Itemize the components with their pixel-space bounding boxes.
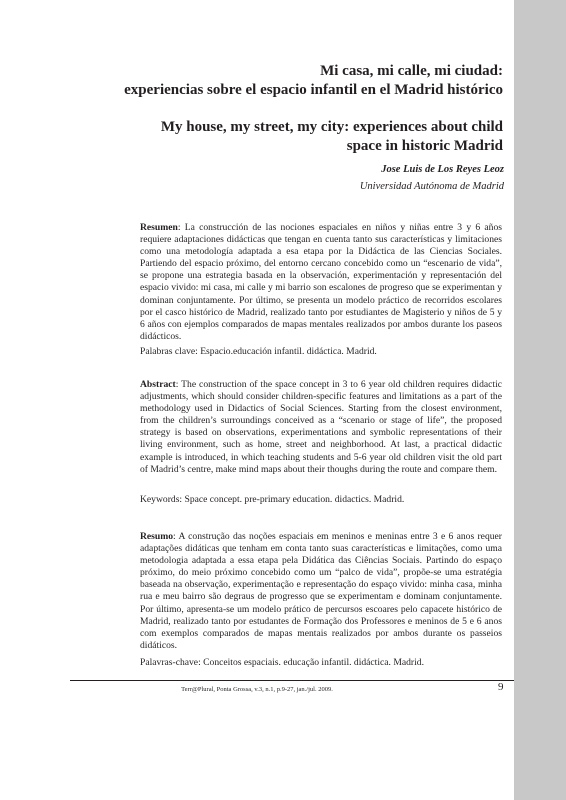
resumo-label: Resumo xyxy=(140,531,174,542)
author-name: Jose Luis de Los Reyes Leoz xyxy=(381,164,504,175)
footer-divider xyxy=(70,680,514,681)
resumen-keywords: Palabras clave: Espacio.educación infantil. didáctica. Madrid. xyxy=(140,346,377,357)
resumen-label: Resumen xyxy=(140,222,178,233)
resumo-keywords: Palavras-chave: Conceitos espaciais. educação infantil. didáctica. Madrid. xyxy=(140,657,424,668)
title-spanish-line-1: Mi casa, mi calle, mi ciudad: xyxy=(320,63,503,79)
article-title xyxy=(95,62,503,156)
abstract-text: : The construction of the space concept in 3 to 6 year old children requires didactic adjustments, which should consider children-specific features and limitations as a part of the methodology used in Didactics of Social Sciences. Starting from the closest environment, from the children’s surroundings conceived as a “scenario or stage of life”, the proposed strategy is based on observations, experimentations and symbolic representations of their living environment, such as home, street and neighborhood. At last, a practical didactic example is introduced, in which teaching students and 5-6 year old children visit the old part of Madrid’s centre, make mind maps about their thoughs during the route and compare them. xyxy=(140,379,502,475)
title-english-line-1: My house, my street, my city: experiences about child xyxy=(160,119,503,135)
footer-citation: Terr@Plural, Ponta Grossa, v.3, n.1, p.9-27, jan./jul. 2009. xyxy=(181,686,333,693)
author-affiliation: Universidad Autónoma de Madrid xyxy=(359,181,504,192)
abstract-label: Abstract xyxy=(140,379,176,390)
resumen-text: : La construcción de las nociones espaciales en niños y niñas entre 3 y 6 años requiere adaptaciones didácticas que tengan en cuenta tanto sus características y limitaciones como una metodología adaptada a esa etapa por la Didáctica de las Ciencias Sociales. Partiendo del espacio próximo, del entorno cercano concebido como un “escenario de vida”, se propone una estrategia basada en la observación, experimentación y representación del espacio vivido: mi casa, mi calle y mi barrio son escalones de progreso que se experimentan y dominan conjuntamente. Por último, se presenta un modelo práctico de recorridos escolares por el casco histórico de Madrid, realizado tanto por estudiantes de Magisterio y niños de 5 y 6 años con ejemplos comparados de mapas mentales realizados por ambos durante los paseos didácticos. xyxy=(140,222,502,342)
title-english-line-2: space in historic Madrid xyxy=(346,138,503,154)
resumo-text: : A construção das noções espaciais em meninos e meninas entre 3 e 6 anos requer adaptações didáticas que tenham em conta tanto suas características e limitações, como uma metodologia adaptada a essa etapa pela Didática das Ciências Sociais. Partindo do espaço próximo, do meio próximo concebido como um “palco de vida”, propõe-se uma estratégia baseada na observação, experimentação e representação do espaço vivido: minha casa, minha rua e meu bairro são degraus de progresso que se experimentam e dominam conjuntamente. Por último, apresenta-se um modelo prático de percursos escoares pelo capacete histórico de Madrid, realizado tanto por estudantes de Formação dos Professores e meninos de 5 e 6 anos com exemplos comparados de mapas mentais realizados por ambos durante os passeios didáticos. xyxy=(140,531,502,651)
side-margin-band xyxy=(514,0,566,800)
title-spanish-line-2: experiencias sobre el espacio infantil en el Madrid histórico xyxy=(124,82,503,98)
abstract-keywords: Keywords: Space concept. pre-primary education. didactics. Madrid. xyxy=(140,494,405,505)
resumen-paragraph xyxy=(140,222,502,343)
abstract-paragraph xyxy=(140,379,502,476)
resumo-paragraph xyxy=(140,531,502,652)
page-number: 9 xyxy=(498,681,504,693)
